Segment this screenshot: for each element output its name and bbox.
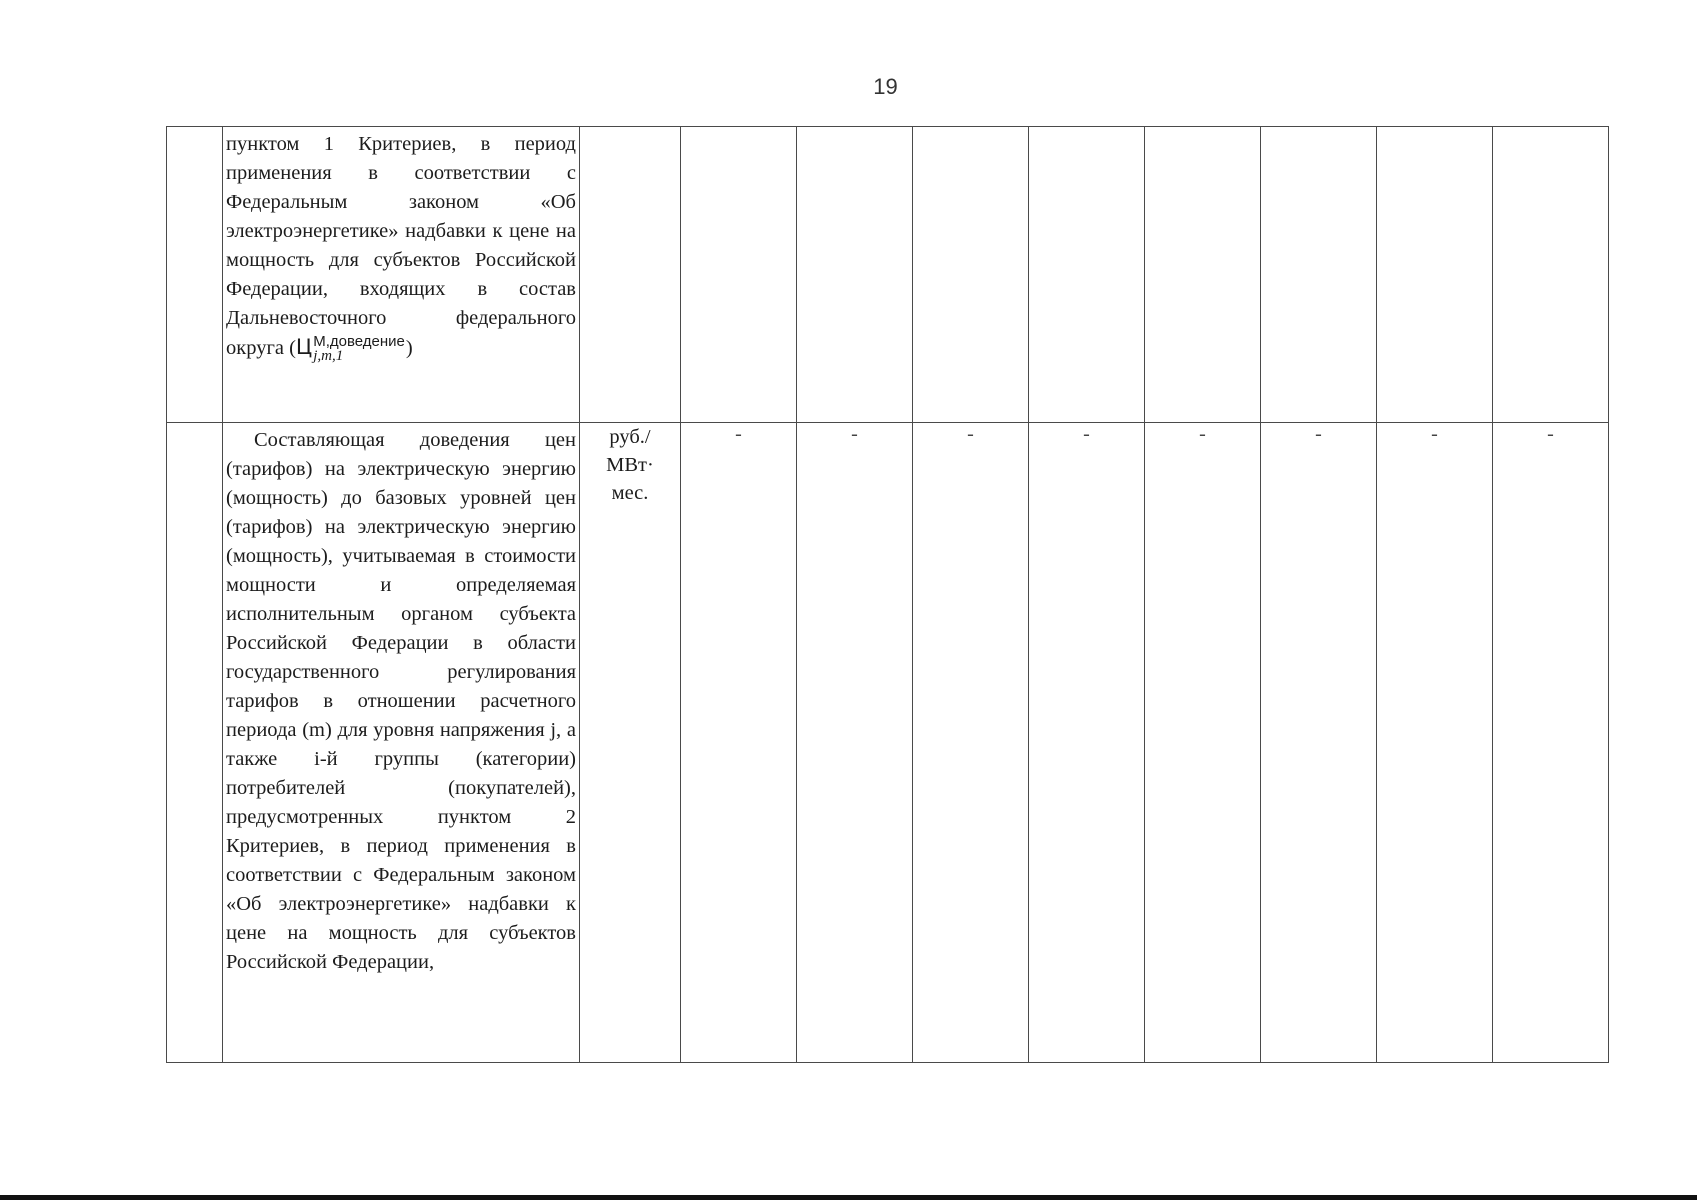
value-dash: - [1083, 423, 1090, 445]
value-cell [797, 423, 913, 1063]
value-dash: - [1431, 423, 1438, 445]
formula-close: ) [405, 337, 413, 359]
value-cell [1493, 127, 1609, 423]
formula-indices [313, 335, 405, 363]
unit-line: мес. [611, 482, 649, 504]
value-cell [1145, 127, 1261, 423]
table-row [167, 423, 1609, 1063]
unit-cell [580, 423, 681, 1063]
value-dash: - [967, 423, 974, 445]
formula-subscript: j,m,1 [313, 348, 344, 365]
value-cell [797, 127, 913, 423]
value-dash: - [1199, 423, 1206, 445]
row-name-body: пунктом 1 Критериев, в период применения в соответствии с Федеральным законом «Об электроэнергетике» надбавки к цене на мощность для субъектов Российской Федерации, входящих в состав Дальневосточного федерального [226, 133, 576, 329]
row-name-text: Составляющая доведения цен (тарифов) на электрическую энергию (мощность) до базовых уровней цен (тарифов) на электрическую энергию (мощность), учитываемая в стоимости мощности и определяемая исполнительным органом субъекта Российской Федерации в области государственного регулирования тарифов в отношении расчетного периода (m) для уровня напряжения j, а также i-й группы (категории) потребителей (покупателей), предусмотренных пунктом 2 Критериев, в период применения в соответствии с Федеральным законом «Об электроэнергетике» надбавки к цене на мощность для субъектов Российской Федерации, [226, 429, 576, 973]
value-dash: - [851, 423, 858, 445]
scan-edge-line [0, 1195, 1697, 1200]
value-dash: - [1547, 423, 1554, 445]
value-dash: - [735, 423, 742, 445]
page-number: 19 [873, 74, 898, 99]
value-cell [1493, 423, 1609, 1063]
value-dash: - [1315, 423, 1322, 445]
row-name-cell [223, 127, 580, 423]
value-cell [1261, 423, 1377, 1063]
row-number-cell [167, 423, 223, 1063]
value-cell [1261, 127, 1377, 423]
formula-superscript: М,доведение [313, 333, 405, 351]
value-cell [1377, 423, 1493, 1063]
table-row [167, 127, 1609, 423]
formula-ts-m-dovedenie [226, 333, 413, 365]
formula-prefix: округа ( [226, 337, 296, 359]
row-name-cell [223, 423, 580, 1063]
value-cell [1029, 127, 1145, 423]
unit-cell [580, 127, 681, 423]
value-cell [681, 127, 797, 423]
unit-text [580, 423, 680, 507]
value-cell [1377, 127, 1493, 423]
row-name-text [223, 127, 579, 363]
value-cell [913, 423, 1029, 1063]
unit-line: руб./ [609, 426, 651, 448]
value-cell [681, 423, 797, 1063]
row-number-cell [167, 127, 223, 423]
value-cell [1145, 423, 1261, 1063]
formula-symbol: Ц [295, 335, 313, 359]
value-cell [913, 127, 1029, 423]
unit-line: МВт· [606, 454, 654, 476]
value-cell [1029, 423, 1145, 1063]
tariff-table [166, 126, 1609, 1063]
